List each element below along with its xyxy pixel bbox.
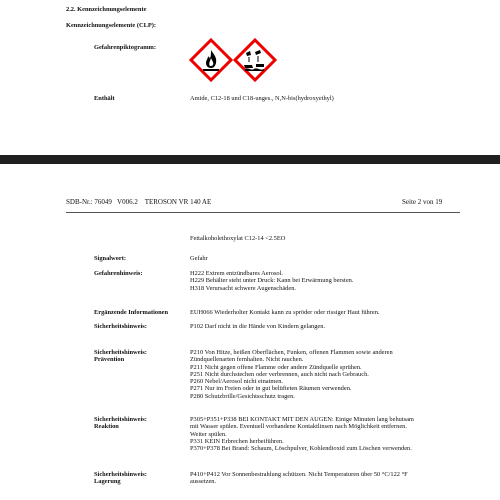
row-label-line: Sicherheitshinweis: bbox=[94, 471, 147, 478]
row-label bbox=[94, 471, 147, 485]
row-value-line: Gefahr bbox=[190, 255, 208, 262]
row-value-line: H222 Extrem entzündbares Aerosol. bbox=[190, 270, 283, 277]
contains-value: Amide, C12-18 und C18-unges., N,N-bis(hydroxyethyl) bbox=[190, 95, 334, 102]
row-value-line: P305+P351+P338 BEI KONTAKT MIT DEN AUGEN: Einige Minuten lang behutsam bbox=[190, 416, 414, 423]
row-label-line: Sicherheitshinweis: bbox=[94, 349, 147, 356]
subheading: Kennzeichnungselemente (CLP): bbox=[66, 22, 156, 29]
row-label bbox=[94, 309, 168, 316]
row-value bbox=[190, 309, 480, 316]
row-value-line: H318 Verursacht schwere Augenschäden. bbox=[190, 284, 297, 292]
sdb-header: SDB-Nr.: 76049 V006.2 TEROSON VR 140 AE bbox=[66, 198, 212, 206]
row-label-line: Signalwort: bbox=[94, 255, 126, 262]
page-break-band bbox=[0, 155, 500, 164]
row-value-line: aussetzen. bbox=[190, 478, 217, 486]
row-value-line: Weiter spülen. bbox=[190, 430, 227, 438]
row-value-line: P370+P378 Bei Brand: Schaum, Löschpulver, Kohlendioxid zum Löschen verwenden. bbox=[190, 445, 412, 453]
row-value-line: Zündquellenarten fernhalten. Nicht rauchen. bbox=[190, 356, 304, 364]
pictogram-label: Gefahrenpiktogramm: bbox=[94, 44, 157, 51]
row-value-line: EUH066 Wiederholter Kontakt kann zu spröder oder rissiger Haut führen. bbox=[190, 309, 380, 316]
row-value-line: mit Wasser spülen. Eventuell vorhandene Kontaktlinsen nach Möglichkeit entfernen. bbox=[190, 423, 407, 431]
row-value-line: P210 Von Hitze, heißen Oberflächen, Funken, offenen Flammen sowie anderen bbox=[190, 349, 393, 356]
row-value-line: H229 Behälter steht unter Druck: Kann bei Erwärmung bersten. bbox=[190, 277, 354, 285]
row-label bbox=[94, 270, 143, 277]
contains-label: Enthält bbox=[94, 95, 115, 102]
flame-pictogram-icon bbox=[189, 38, 233, 82]
row-label bbox=[94, 255, 126, 262]
row-value bbox=[190, 471, 480, 486]
row-label-line: Gefahrenhinweis: bbox=[94, 270, 143, 277]
row-value bbox=[190, 416, 480, 452]
row-value bbox=[190, 255, 480, 262]
page-number: Seite 2 von 19 bbox=[402, 198, 443, 206]
row-label bbox=[94, 349, 147, 363]
row-value bbox=[190, 323, 480, 330]
row-value-line: P410+P412 Vor Sonnenbestrahlung schützen. Nicht Temperaturen über 50 °C/122 °F bbox=[190, 471, 408, 478]
row-label-line: Lagerung bbox=[94, 478, 121, 486]
row-label-line: Ergänzende Informationen bbox=[94, 309, 169, 316]
row-label bbox=[94, 416, 147, 430]
row-value-line: P331 KEIN Erbrechen herbeiführen. bbox=[190, 437, 284, 445]
corrosion-pictogram-icon bbox=[233, 38, 277, 82]
row-value-line: P271 Nur im Freien oder in gut belüfteten Räumen verwenden. bbox=[190, 385, 352, 393]
row-value-line: P102 Darf nicht in die Hände von Kindern gelangen. bbox=[190, 323, 326, 330]
row-label bbox=[94, 323, 147, 330]
row-value-line: P211 Nicht gegen offene Flamme oder andere Zündquelle sprühen. bbox=[190, 363, 362, 371]
row-value bbox=[190, 270, 480, 292]
row-label-line: Sicherheitshinweis: bbox=[94, 323, 147, 330]
row-value-line: P280 Schutzbrille/Gesichtsschutz tragen. bbox=[190, 392, 295, 400]
row-label-line: Prävention bbox=[94, 356, 125, 364]
row-value bbox=[190, 349, 480, 400]
continued-substance: Fettalkoholethoxylat C12-14 <2.5EO bbox=[190, 235, 286, 242]
row-label-line: Reaktion bbox=[94, 423, 119, 431]
row-value-line: P260 Nebel/Aerosol nicht einatmen. bbox=[190, 378, 283, 386]
row-value-line: P251 Nicht durchstechen oder verbrennen, auch nicht nach Gebrauch. bbox=[190, 370, 369, 378]
row-label-line: Sicherheitshinweis: bbox=[94, 416, 147, 423]
header-divider bbox=[66, 212, 460, 213]
section-heading: 2.2. Kennzeichnungselemente bbox=[66, 6, 147, 13]
